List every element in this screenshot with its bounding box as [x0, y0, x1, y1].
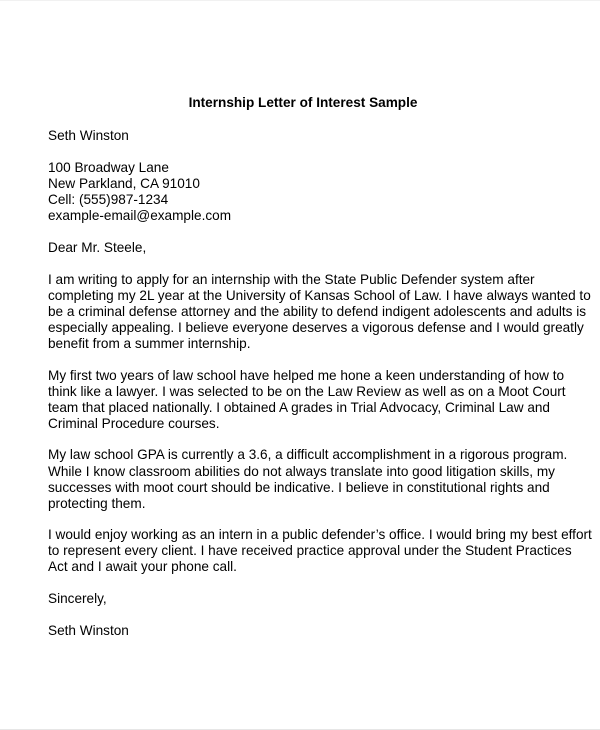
paragraph-4	[48, 527, 592, 575]
document-title: Internship Letter of Interest Sample	[188, 95, 418, 110]
paragraph-line: be a criminal defense attorney and the ability to defend indigent adolescents and adults is	[48, 303, 587, 319]
paragraph-line: to represent every client. I have received practice approval under the Student Practices	[48, 543, 572, 559]
paragraph-3	[48, 447, 568, 511]
paragraph-line: protecting them.	[48, 495, 146, 511]
paragraph-line: I am writing to apply for an internship with the State Public Defender system after	[48, 271, 535, 287]
paragraph-line: successes with moot court should be indicative. I believe in constitutional rights and	[48, 479, 550, 495]
paragraph-line: completing my 2L year at the University of Kansas School of Law. I have always wanted to	[48, 287, 591, 303]
address-line-phone: Cell: (555)987-1234	[48, 191, 169, 207]
closing: Sincerely,	[48, 591, 107, 607]
paragraph-line: Criminal Procedure courses.	[48, 415, 220, 431]
address-line-street: 100 Broadway Lane	[48, 159, 169, 175]
paragraph-line: team that placed nationally. I obtained A grades in Trial Advocacy, Criminal Law and	[48, 399, 550, 415]
address-line-email: example-email@example.com	[48, 207, 232, 223]
letter-body	[48, 95, 592, 654]
paragraph-line: Act and I await your phone call.	[48, 559, 237, 575]
signature: Seth Winston	[48, 622, 129, 638]
paragraph-line: My law school GPA is currently a 3.6, a difficult accomplishment in a rigorous program.	[48, 447, 568, 463]
paragraph-1	[48, 271, 591, 352]
sender-name: Seth Winston	[48, 128, 129, 143]
salutation: Dear Mr. Steele,	[48, 239, 147, 255]
address-block	[48, 160, 568, 224]
paragraph-line: especially appealing. I believe everyone deserves a vigorous defense and I would greatly	[48, 319, 584, 335]
paragraph-line: While I know classroom abilities do not always translate into good litigation skills, my	[48, 463, 555, 479]
paragraph-line: benefit from a summer internship.	[48, 335, 251, 351]
address-line-city: New Parkland, CA 91010	[48, 175, 200, 191]
paragraph-line: I would enjoy working as an intern in a public defender’s office. I would bring my best effort	[48, 527, 592, 543]
paragraph-line: think like a lawyer. I was selected to be on the Law Review as well as on a Moot Court	[48, 383, 566, 399]
paragraph-line: My first two years of law school have helped me hone a keen understanding of how to	[48, 367, 565, 383]
paragraph-2	[48, 368, 568, 432]
